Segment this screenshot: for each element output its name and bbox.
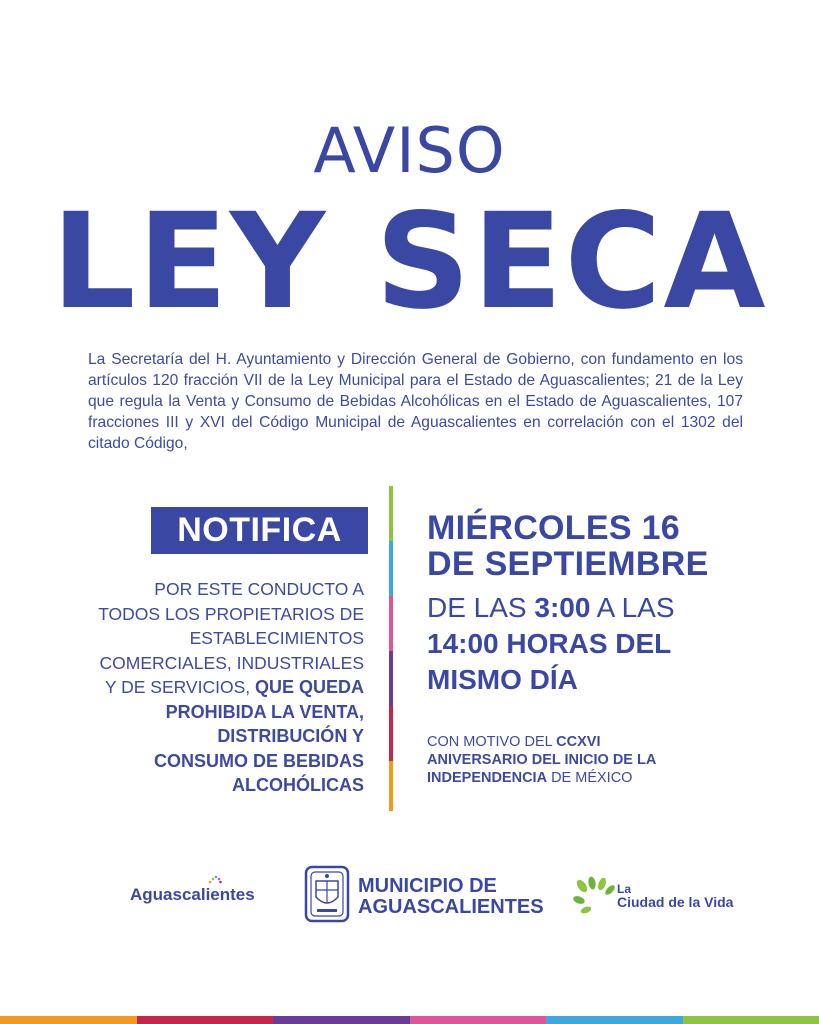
notice-text-bold: CONSUMO DE BEBIDAS xyxy=(153,750,364,771)
hours-prefix: DE LAS xyxy=(427,592,535,623)
ciudad-vida-logo xyxy=(617,884,733,910)
date-line: MIÉRCOLES 16 xyxy=(427,509,680,547)
aguascalientes-logo xyxy=(130,885,255,905)
notice-line xyxy=(64,724,364,749)
aguascalientes-logo-text: Aguascalientes xyxy=(130,885,255,904)
notice-line xyxy=(64,773,364,798)
municipio-line: MUNICIPIO DE xyxy=(358,875,497,897)
motivo-bold: CCXVI xyxy=(556,734,601,750)
hours-line xyxy=(427,626,675,662)
municipio-logo-text xyxy=(358,876,544,918)
notice-text-bold: QUE QUEDA xyxy=(254,677,364,697)
notice-line xyxy=(64,749,364,774)
date-line: DE SEPTIEMBRE xyxy=(427,545,709,583)
sparkle-icon xyxy=(208,875,222,885)
notice-text-normal: Y DE SERVICIOS, xyxy=(104,677,255,697)
notice-text-bold: DISTRIBUCIÓN Y xyxy=(217,726,364,746)
hours-line xyxy=(427,590,675,626)
hours-day: MISMO DÍA xyxy=(427,664,578,695)
ley-seca-title: LEY SECA xyxy=(51,185,768,339)
motivo-line xyxy=(427,769,727,787)
intro-paragraph: La Secretaría del H. Ayuntamiento y Dirección General de Gobierno, con fundamento en los artículos 120 fracción VII de la Ley Municipal para el Estado de Aguascalientes; 21 de la Ley que regula la Venta y Consumo de Bebidas Alcohólicas en el Estado de Aguascalientes, 107 fracciones III y XVI del Código Municipal de Aguascalientes en correlación con el 1302 del citado Código, xyxy=(88,351,743,452)
hours-line xyxy=(427,662,675,698)
notifica-badge: NOTIFICA xyxy=(151,507,368,554)
motivo-bold: ANIVERSARIO DEL INICIO DE LA xyxy=(427,752,657,768)
hours-mid: A LAS xyxy=(590,592,675,623)
color-divider xyxy=(389,486,393,811)
notice-line: POR ESTE CONDUCTO A xyxy=(154,579,364,599)
notice-line: TODOS LOS PROPIETARIOS DE xyxy=(98,603,364,624)
hours-block xyxy=(427,590,675,698)
notice-line: ESTABLECIMIENTOS xyxy=(189,628,364,648)
aviso-heading: AVISO xyxy=(313,114,506,187)
ciudad-la: La xyxy=(617,882,632,896)
motivo-bold: INDEPENDENCIA xyxy=(427,770,548,786)
hours-start: 3:00 xyxy=(534,592,591,623)
notice-line xyxy=(64,675,364,700)
notice-text-bold: ALCOHÓLICAS xyxy=(232,775,364,795)
motivo-suffix: DE MÉXICO xyxy=(547,770,633,786)
municipio-line: AGUASCALIENTES xyxy=(358,896,544,918)
hours-end: 14:00 HORAS DEL xyxy=(427,628,672,659)
notice-text-bold: PROHIBIDA LA VENTA, xyxy=(165,701,364,722)
notice-text xyxy=(64,577,364,798)
notice-line xyxy=(64,700,364,725)
municipal-seal-icon xyxy=(304,865,350,923)
ciudad-rest: Ciudad de la Vida xyxy=(617,894,734,910)
motivo-line xyxy=(427,751,727,769)
notice-line: COMERCIALES, INDUSTRIALES xyxy=(99,652,364,673)
date-block xyxy=(427,510,709,582)
motivo-text xyxy=(427,733,727,787)
motivo-line xyxy=(427,733,727,751)
color-stripe xyxy=(0,1016,819,1024)
motivo-prefix: CON MOTIVO DEL xyxy=(427,734,557,750)
leaves-logo-icon xyxy=(572,876,616,916)
